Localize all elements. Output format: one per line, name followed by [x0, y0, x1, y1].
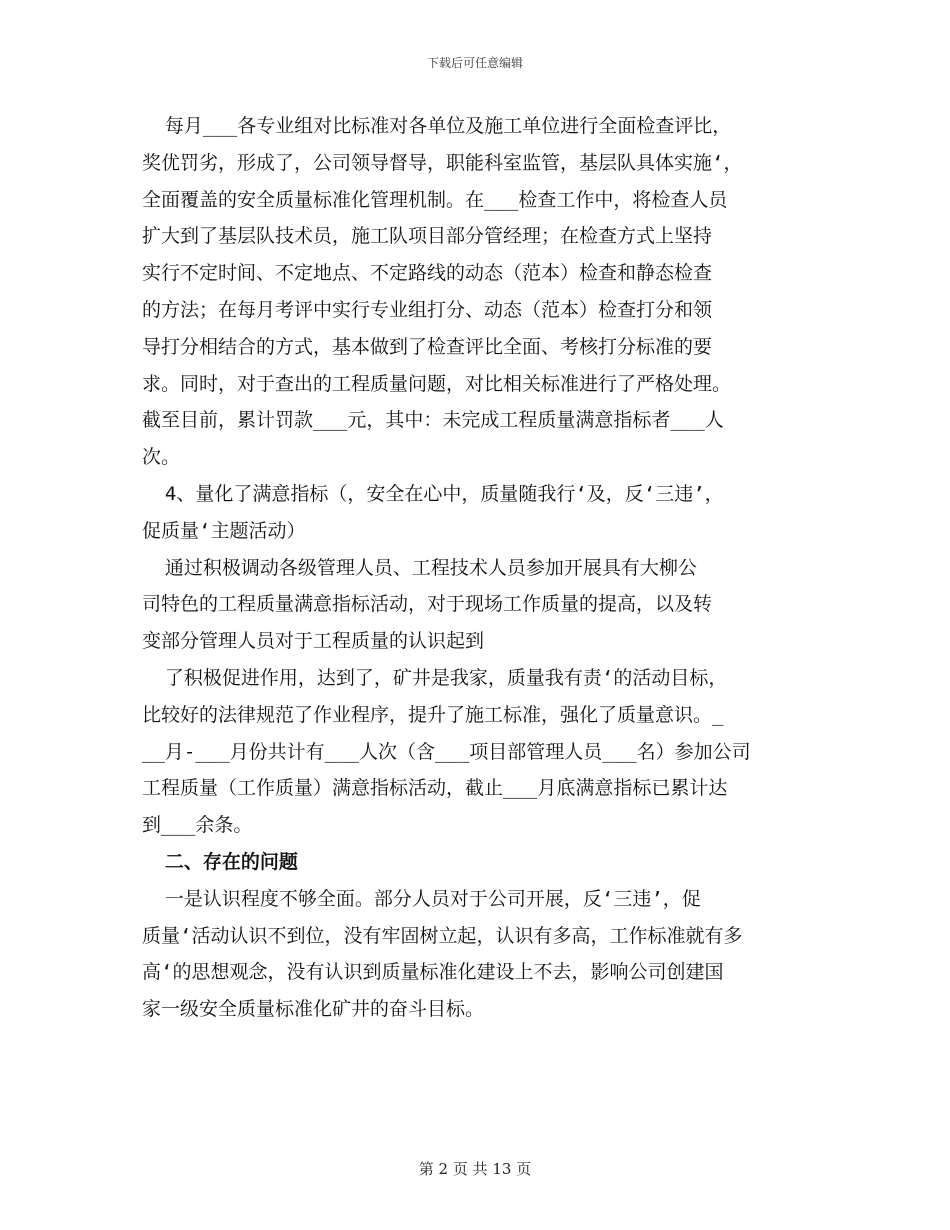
page-number-footer: 第 2 页 共 13 页 [418, 1160, 532, 1178]
body-line: 一是认识程度不够全面。部分人员对于公司开展，反‘三违’，促 [142, 887, 701, 910]
body-line: 次。 [142, 446, 181, 469]
body-line: 司特色的工程质量满意指标活动，对于现场工作质量的提高，以及转 [142, 593, 713, 616]
body-line: 工程质量（工作质量）满意指标活动，截止___月底满意指标已累计达 [142, 777, 728, 800]
body-line: 比较好的法律规范了作业程序，提升了施工标准，强化了质量意识。_ [142, 703, 724, 726]
section-heading: 二、存在的问题 [142, 850, 298, 873]
body-line: 导打分相结合的方式，基本做到了检查评比全面、考核打分标准的要 [142, 335, 713, 358]
body-line: 家一级安全质量标准化矿井的奋斗目标。 [142, 998, 485, 1021]
body-line: 高‘的思想观念，没有认识到质量标准化建设上不去，影响公司创建国 [142, 961, 724, 984]
body-line: 质量‘活动认识不到位，没有牢固树立起，认识有多高，工作标准就有多 [142, 924, 743, 947]
body-line: 实行不定时间、不定地点、不定路线的动态（范本）检查和静态检查 [142, 262, 713, 285]
body-line: 扩大到了基层队技术员，施工队项目部分管经理；在检查方式上坚持 [142, 225, 713, 248]
body-line: 的方法；在每月考评中实行专业组打分、动态（范本）检查打分和领 [142, 298, 713, 321]
body-line: 全面覆盖的安全质量标准化管理机制。在___检查工作中，将检查人员 [142, 188, 728, 211]
body-line: 4、量化了满意指标（，安全在心中，质量随我行‘及，反‘三违’， [142, 482, 724, 505]
body-line: 通过积极调动各级管理人员、工程技术人员参加开展具有大柳公 [142, 556, 697, 579]
document-body [142, 108, 814, 1028]
body-line: 了积极促进作用，达到了，矿井是我家，质量我有责‘的活动目标， [142, 666, 728, 689]
body-line: __月-___月份共计有___人次（含___项目部管理人员___名）参加公司 [142, 740, 751, 763]
body-line: 奖优罚劣，形成了，公司领导督导，职能科室监管，基层队具体实施‘， [142, 151, 743, 174]
page-header: 下载后可任意编辑 [426, 56, 523, 70]
body-line: 每月___各专业组对比标准对各单位及施工单位进行全面检查评比， [142, 115, 732, 137]
body-line: 求。同时，对于查出的工程质量问题，对比相关标准进行了严格处理。 [142, 372, 732, 395]
body-line: 截至目前，累计罚款___元，其中：未完成工程质量满意指标者___人 [142, 409, 724, 432]
body-line: 促质量‘主题活动） [142, 519, 306, 542]
body-line: 到___余条。 [142, 814, 253, 837]
body-line: 变部分管理人员对于工程质量的认识起到 [142, 630, 485, 653]
